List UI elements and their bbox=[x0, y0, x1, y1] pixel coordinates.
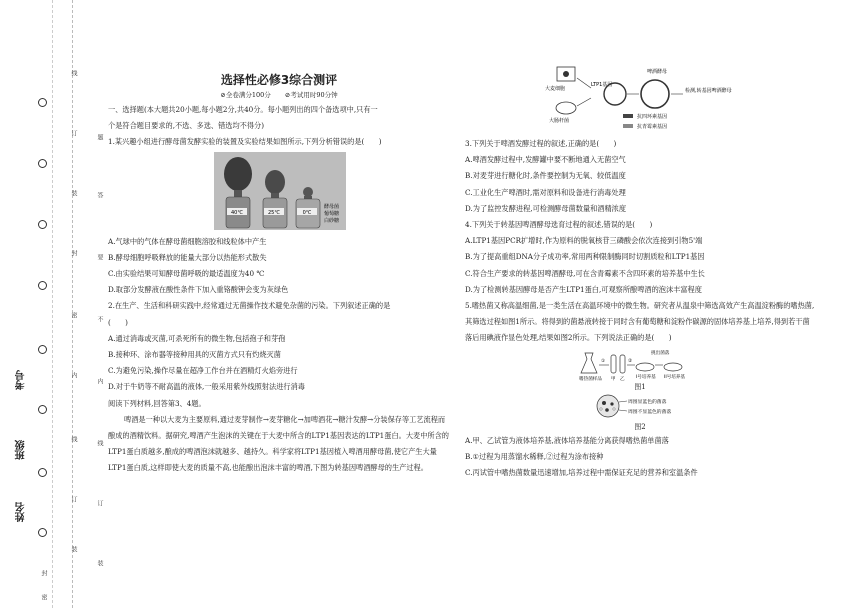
full-score: ⊘全卷满分100分 bbox=[220, 91, 271, 99]
fig2-legend: 周围显蓝色的菌落 bbox=[628, 399, 667, 405]
q2-option-c: C.为避免污染,操作尽量在超净工作台并在酒精灯火焰旁进行 bbox=[108, 366, 298, 376]
question-2-stem: 2.在生产、生活和科研实践中,经常通过无菌操作技术避免杂菌的污染。下列叙述正确的是 bbox=[108, 301, 391, 311]
hole-circle bbox=[38, 345, 47, 354]
margin-char: 内 bbox=[70, 372, 77, 378]
tube-yi bbox=[620, 355, 625, 373]
margin-char: 订 bbox=[96, 500, 103, 506]
photo-label: 葡萄糖 bbox=[324, 210, 340, 217]
q1-option-c: C.由实验结果可知酵母菌呼吸的最适温度为40 ℃ bbox=[108, 269, 265, 279]
hole-circle bbox=[38, 468, 47, 477]
diagram-label: 检测,转基因啤酒酵母 bbox=[685, 88, 732, 94]
ecoli-shape bbox=[556, 102, 576, 114]
transgenic-yeast-diagram bbox=[465, 64, 815, 136]
fig1-label: II号培养基 bbox=[664, 374, 686, 380]
q2-option-b: B.接种环、涂布器等接种用具的灭菌方式只有灼烧灭菌 bbox=[108, 350, 281, 360]
q3-option-c: C.工业化生产啤酒时,需对原料和设备进行消毒处理 bbox=[465, 187, 626, 197]
diagram-label: 抗四环素基因 bbox=[637, 114, 668, 120]
q4-option-c: C.符合生产要求的转基因啤酒酵母,可在含青霉素不含四环素的培养基中生长 bbox=[465, 268, 705, 278]
q1-photo-graphic bbox=[214, 152, 346, 230]
question-5-stem: 5.嗜热菌又称高温细菌,是一类生活在高温环境中的微生物。研究者从温泉中筛选高效产生高温淀粉酶的嗜热菌,其筛选过程如图1所示。将得到的菌悬液转接于同时含有葡萄糖和淀粉作碳源的固体培养基上培养,得到若干菌落后用碘液作显色处理,结果如图2所示。下列说法正确的是( ) bbox=[465, 301, 815, 343]
exam-time: ⊘考试用时90分钟 bbox=[284, 91, 338, 99]
diagram-label: LTP1基因 bbox=[591, 82, 613, 88]
fig2-legend: 周围不显蓝色的菌落 bbox=[628, 409, 672, 415]
fig1-label: ① bbox=[601, 358, 606, 364]
q1-option-b: B.酵母细胞呼吸释放的能量大部分以热能形式散失 bbox=[108, 252, 267, 262]
diagram-label: 大麦细胞 bbox=[545, 86, 566, 92]
balloon-small bbox=[303, 187, 313, 197]
margin-char: 内 bbox=[96, 378, 103, 384]
photo-label: 白砂糖 bbox=[324, 217, 340, 224]
margin-char: 要 bbox=[96, 254, 103, 260]
margin-char: 密 bbox=[40, 594, 47, 600]
margin-char: 题 bbox=[96, 134, 103, 140]
fig1-label: ② bbox=[628, 358, 633, 364]
fig1-label: 乙 bbox=[620, 376, 625, 381]
margin-char: 装 bbox=[96, 560, 103, 566]
q5-option-b: B.①过程为用蒸馏水稀释,②过程为涂布接种 bbox=[465, 451, 604, 461]
right-column bbox=[465, 64, 815, 481]
margin-char: 不 bbox=[96, 316, 103, 322]
q5-option-a: A.甲、乙试管为液体培养基,液体培养基能分离获得嗜热菌单菌落 bbox=[465, 435, 669, 445]
q3-option-a: A.啤酒发酵过程中,发酵罐中要不断地通入无菌空气 bbox=[465, 155, 626, 165]
inner-cut-line bbox=[52, 0, 53, 608]
q2-option-a: A.通过消毒或灭菌,可杀死所有的微生物,包括孢子和芽孢 bbox=[108, 333, 286, 343]
temp-label: 40℃ bbox=[231, 209, 243, 216]
left-column bbox=[108, 72, 450, 477]
margin-char: 装 bbox=[70, 546, 77, 552]
margin-char: 装 bbox=[70, 190, 77, 196]
field-label-banji: 班级 bbox=[16, 440, 27, 460]
exam-meta bbox=[108, 89, 450, 101]
section-intro-line: 一、选择题(本大题共20小题,每小题2分,共40分。每小题列出的四个备选项中,只有一 bbox=[108, 105, 378, 114]
hole-circle bbox=[38, 528, 47, 537]
hole-circle bbox=[38, 98, 47, 107]
q5-figure-1 bbox=[465, 347, 815, 381]
fig1-label: 甲 bbox=[611, 376, 616, 381]
cut-line bbox=[72, 0, 73, 608]
q3-option-b: B.对麦芽进行糖化时,条件要控制为无氧、较低温度 bbox=[465, 171, 626, 181]
question-2-stem-cont: ( ) bbox=[108, 317, 128, 327]
hole-circle bbox=[38, 220, 47, 229]
hole-circle bbox=[38, 405, 47, 414]
question-3-stem: 3.下列关于啤酒发酵过程的叙述,正确的是( ) bbox=[465, 139, 617, 148]
margin-char: 线 bbox=[96, 440, 103, 446]
figure-2-caption: 图2 bbox=[634, 422, 646, 431]
q3-option-d: D.为了监控发酵进程,可检测酵母菌数量和酒精浓度 bbox=[465, 203, 627, 213]
field-label-xingming: 姓名 bbox=[16, 502, 27, 522]
fig1-label: 嗜热菌样品 bbox=[579, 376, 602, 381]
plate-2 bbox=[664, 363, 682, 371]
reading-paragraph: 啤酒是一种以大麦为主要原料,通过麦芽制作→麦芽糖化→加啤酒花→糖汁发酵→分装保存等工艺流程而酿成的酒精饮料。据研究,啤酒产生泡沫的关键在于大麦中所含的LTP1基因表达的LTP1蛋白。大麦中所含的LTP1蛋白质越多,酿成的啤酒泡沫就越多、越持久。科学家将LTP1基因植入啤酒用酵母菌,使它产生大量LTP1蛋白质,这样即使大麦的质量不高,也能酿出泡沫丰富的啤酒,下图为转基因啤酒酵母的生产过程。 bbox=[108, 414, 449, 473]
q5-option-c: C.丙试管中嗜热菌数量迅速增加,培养过程中需保证充足的营养和室温条件 bbox=[465, 468, 698, 478]
recombinant-ring bbox=[641, 80, 669, 108]
binding-margin bbox=[0, 0, 103, 608]
page-title: 选择性必修3综合测评 bbox=[220, 73, 338, 87]
q5-figure-2 bbox=[465, 393, 815, 421]
margin-char: 密 bbox=[70, 312, 77, 318]
q4-option-a: A.LTP1基因PCR扩增时,作为原料的脱氧核苷三磷酸会依次连接到引物5'端 bbox=[465, 236, 703, 246]
flask-shape bbox=[581, 353, 597, 373]
question-4-stem: 4.下列关于转基因啤酒酵母选育过程的叙述,错误的是( ) bbox=[465, 220, 653, 230]
q4-option-b: B.为了提高重组DNA分子成功率,常用两种限制酶同时切割质粒和LTP1基因 bbox=[465, 252, 705, 262]
photo-label: 酵母菌 bbox=[324, 203, 340, 210]
hole-circle bbox=[38, 159, 47, 168]
margin-char: 线 bbox=[70, 70, 77, 76]
temp-label: 0℃ bbox=[302, 209, 312, 216]
q4-option-d: D.为了检测转基因酵母是否产生LTP1蛋白,可观察所酿啤酒的泡沫丰富程度 bbox=[465, 284, 702, 294]
margin-char: 答 bbox=[96, 192, 103, 198]
margin-char: 订 bbox=[70, 496, 77, 502]
question-1-stem: 1.某兴趣小组进行酵母菌发酵实验的装置及实验结果如图所示,下列分析错误的是( ) bbox=[108, 137, 382, 147]
diagram-label: 抗青霉素基因 bbox=[637, 124, 668, 130]
hole-circle bbox=[38, 281, 47, 290]
temp-label: 25℃ bbox=[268, 209, 280, 216]
margin-char: 线 bbox=[70, 436, 77, 442]
figure-1-caption: 图1 bbox=[634, 382, 646, 391]
plate-1 bbox=[636, 363, 654, 371]
plasmid-shape bbox=[604, 83, 626, 105]
q2-option-d: D.对于牛奶等不耐高温的液体,一般采用紫外线照射法进行消毒 bbox=[108, 382, 305, 392]
q1-option-d: D.取部分发酵液在酸性条件下加入重铬酸钾会变为灰绿色 bbox=[108, 285, 289, 295]
tube-jia bbox=[611, 355, 616, 373]
margin-char: 封 bbox=[70, 250, 77, 256]
balloon-large bbox=[224, 157, 252, 191]
petri-dish bbox=[597, 395, 619, 417]
q1-experiment-photo bbox=[214, 152, 346, 230]
diagram-label: 啤酒酵母 bbox=[647, 69, 668, 75]
balloon-medium bbox=[265, 170, 285, 194]
fig1-label: I号培养基 bbox=[636, 374, 656, 380]
diagram-label: 大肠杆菌 bbox=[549, 118, 570, 124]
field-label-kaohao: 考号 bbox=[16, 370, 27, 390]
fig1-label: 挑出菌落 bbox=[651, 350, 670, 356]
margin-char: 订 bbox=[70, 130, 77, 136]
q1-option-a: A.气球中的气体在酵母菌细胞溶胶和线粒体中产生 bbox=[108, 236, 267, 246]
reading-lead: 阅读下列材料,回答第3、4题。 bbox=[108, 398, 206, 408]
margin-char: 封 bbox=[40, 570, 47, 576]
section-intro-line: 个是符合题目要求的,不选、多选、错选均不得分) bbox=[108, 121, 265, 131]
